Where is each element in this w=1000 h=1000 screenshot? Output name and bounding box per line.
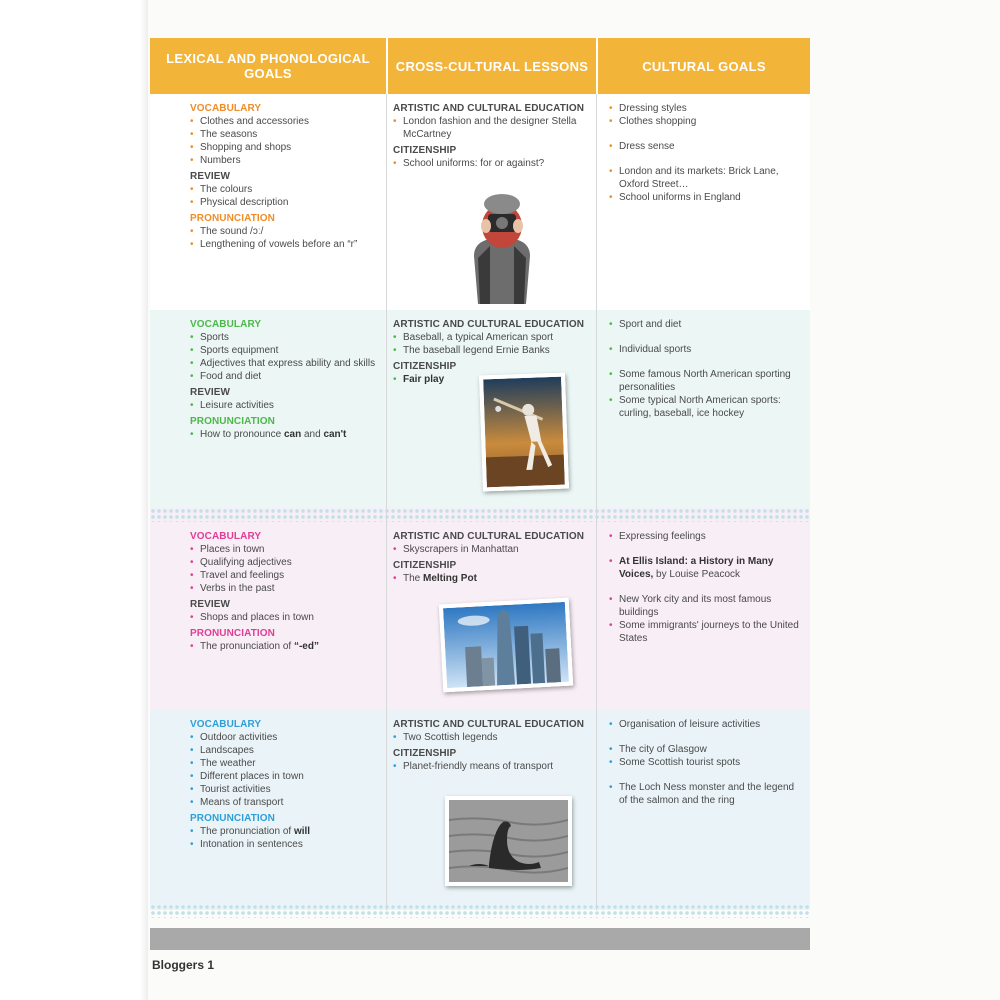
list-item: • The Loch Ness monster and the legend of the salmon and the ring	[609, 781, 800, 807]
list-item: • Dressing styles	[609, 102, 800, 115]
photo-girl-with-camera	[460, 186, 544, 304]
cultural-goals-cell	[596, 94, 810, 310]
footer-book-title: Bloggers 1	[152, 958, 215, 972]
list-item: • Physical description	[190, 196, 376, 209]
photo-manhattan-skyscrapers	[439, 598, 573, 693]
list-item: • The colours	[190, 183, 376, 196]
list-item: • At Ellis Island: a History in Many Voices, by Louise Peacock	[609, 555, 800, 581]
list-item: • Adjectives that express ability and skills	[190, 357, 376, 370]
artistic-education-label: ARTISTIC AND CULTURAL EDUCATION	[393, 319, 585, 330]
citizenship-label: CITIZENSHIP	[393, 748, 457, 759]
header-cultural-goals: CULTURAL GOALS	[596, 38, 810, 94]
list-item: • Expressing feelings	[609, 530, 800, 543]
table-header	[150, 38, 810, 94]
list-item: • The baseball legend Ernie Banks	[393, 344, 586, 357]
artistic-education-label: ARTISTIC AND CULTURAL EDUCATION	[393, 103, 585, 114]
list-item: • Some immigrants' journeys to the United States	[609, 619, 800, 645]
list-item: • The seasons	[190, 128, 376, 141]
pronunciation-label: PRONUNCIATION	[190, 213, 276, 224]
list-item: • Numbers	[190, 154, 376, 167]
list-item: • Verbs in the past	[190, 582, 376, 595]
list-item: • Sports equipment	[190, 344, 376, 357]
list-item: • Some famous North American sporting personalities	[609, 368, 800, 394]
list-item: • Landscapes	[190, 744, 376, 757]
list-item: • School uniforms: for or against?	[393, 157, 586, 170]
list-item: • Travel and feelings	[190, 569, 376, 582]
list-item: • Sport and diet	[609, 318, 800, 331]
list-item: • Shopping and shops	[190, 141, 376, 154]
review-label: REVIEW	[190, 387, 231, 398]
header-cross-cultural-lessons: CROSS-CULTURAL LESSONS	[386, 38, 596, 94]
list-item: • Dress sense	[609, 140, 800, 153]
review-label: REVIEW	[190, 171, 231, 182]
list-item: • Skyscrapers in Manhattan	[393, 543, 586, 556]
list-item: • Qualifying adjectives	[190, 556, 376, 569]
pronunciation-list	[190, 225, 376, 251]
list-item: • The weather	[190, 757, 376, 770]
list-item: • Places in town	[190, 543, 376, 556]
artistic-education-label: ARTISTIC AND CULTURAL EDUCATION	[393, 531, 585, 542]
dotted-divider	[150, 904, 810, 918]
list-item: • Individual sports	[609, 343, 800, 356]
artistic-education-label: ARTISTIC AND CULTURAL EDUCATION	[393, 719, 585, 730]
dotted-divider	[150, 508, 810, 522]
list-item: • School uniforms in England	[609, 191, 800, 204]
page-edge-shadow	[140, 0, 148, 1000]
list-item: • New York city and its most famous buildings	[609, 593, 800, 619]
list-item: • Food and diet	[190, 370, 376, 383]
list-item: • Baseball, a typical American sport	[393, 331, 586, 344]
review-label: REVIEW	[190, 599, 231, 610]
list-item: • The Melting Pot	[393, 572, 586, 585]
list-item: • The sound /ɔː/	[190, 225, 376, 238]
pronunciation-label: PRONUNCIATION	[190, 813, 276, 824]
citizenship-label: CITIZENSHIP	[393, 145, 457, 156]
citizenship-label: CITIZENSHIP	[393, 361, 457, 372]
list-item: • Means of transport	[190, 796, 376, 809]
list-item: • Some Scottish tourist spots	[609, 756, 800, 769]
vocabulary-label: VOCABULARY	[190, 103, 262, 114]
list-item: • Clothes and accessories	[190, 115, 376, 128]
list-item: • Leisure activities	[190, 399, 376, 412]
list-item: • Sports	[190, 331, 376, 344]
vocabulary-label: VOCABULARY	[190, 719, 262, 730]
pronunciation-label: PRONUNCIATION	[190, 416, 276, 427]
cultural-goals-cell	[596, 310, 810, 508]
lexical-cell	[150, 310, 386, 508]
list-item: • London fashion and the designer Stella McCartney	[393, 115, 586, 141]
list-item: • How to pronounce can and can't	[190, 428, 376, 441]
list-item: • Organisation of leisure activities	[609, 718, 800, 731]
cultural-goals-cell	[596, 710, 810, 910]
vocabulary-label: VOCABULARY	[190, 319, 262, 330]
list-item: • Tourist activities	[190, 783, 376, 796]
list-item: • London and its markets: Brick Lane, Oxford Street…	[609, 165, 800, 191]
list-item: • Clothes shopping	[609, 115, 800, 128]
list-item: • The city of Glasgow	[609, 743, 800, 756]
list-item: • Planet-friendly means of transport	[393, 760, 586, 773]
lexical-cell	[150, 508, 386, 710]
lexical-cell	[150, 94, 386, 310]
photo-baseball-player	[479, 373, 569, 492]
list-item: • Shops and places in town	[190, 611, 376, 624]
pronunciation-label: PRONUNCIATION	[190, 628, 276, 639]
list-item: • Intonation in sentences	[190, 838, 376, 851]
list-item: • Different places in town	[190, 770, 376, 783]
review-list	[190, 183, 376, 209]
list-item: • Lengthening of vowels before an “r”	[190, 238, 376, 251]
cultural-goals-cell	[596, 508, 810, 710]
list-item: • Fair play	[393, 373, 586, 386]
lexical-cell	[150, 710, 386, 910]
list-item: • Outdoor activities	[190, 731, 376, 744]
vocabulary-list	[190, 115, 376, 167]
list-item: • Some typical North American sports: curling, baseball, ice hockey	[609, 394, 800, 420]
footer-bar	[150, 928, 810, 950]
citizenship-label: CITIZENSHIP	[393, 560, 457, 571]
list-item: • Two Scottish legends	[393, 731, 586, 744]
vocabulary-label: VOCABULARY	[190, 531, 262, 542]
photo-loch-ness-monster	[445, 796, 572, 886]
list-item: • The pronunciation of “-ed”	[190, 640, 376, 653]
list-item: • The pronunciation of will	[190, 825, 376, 838]
header-lexical-goals: LEXICAL AND PHONOLOGICAL GOALS	[166, 51, 370, 81]
